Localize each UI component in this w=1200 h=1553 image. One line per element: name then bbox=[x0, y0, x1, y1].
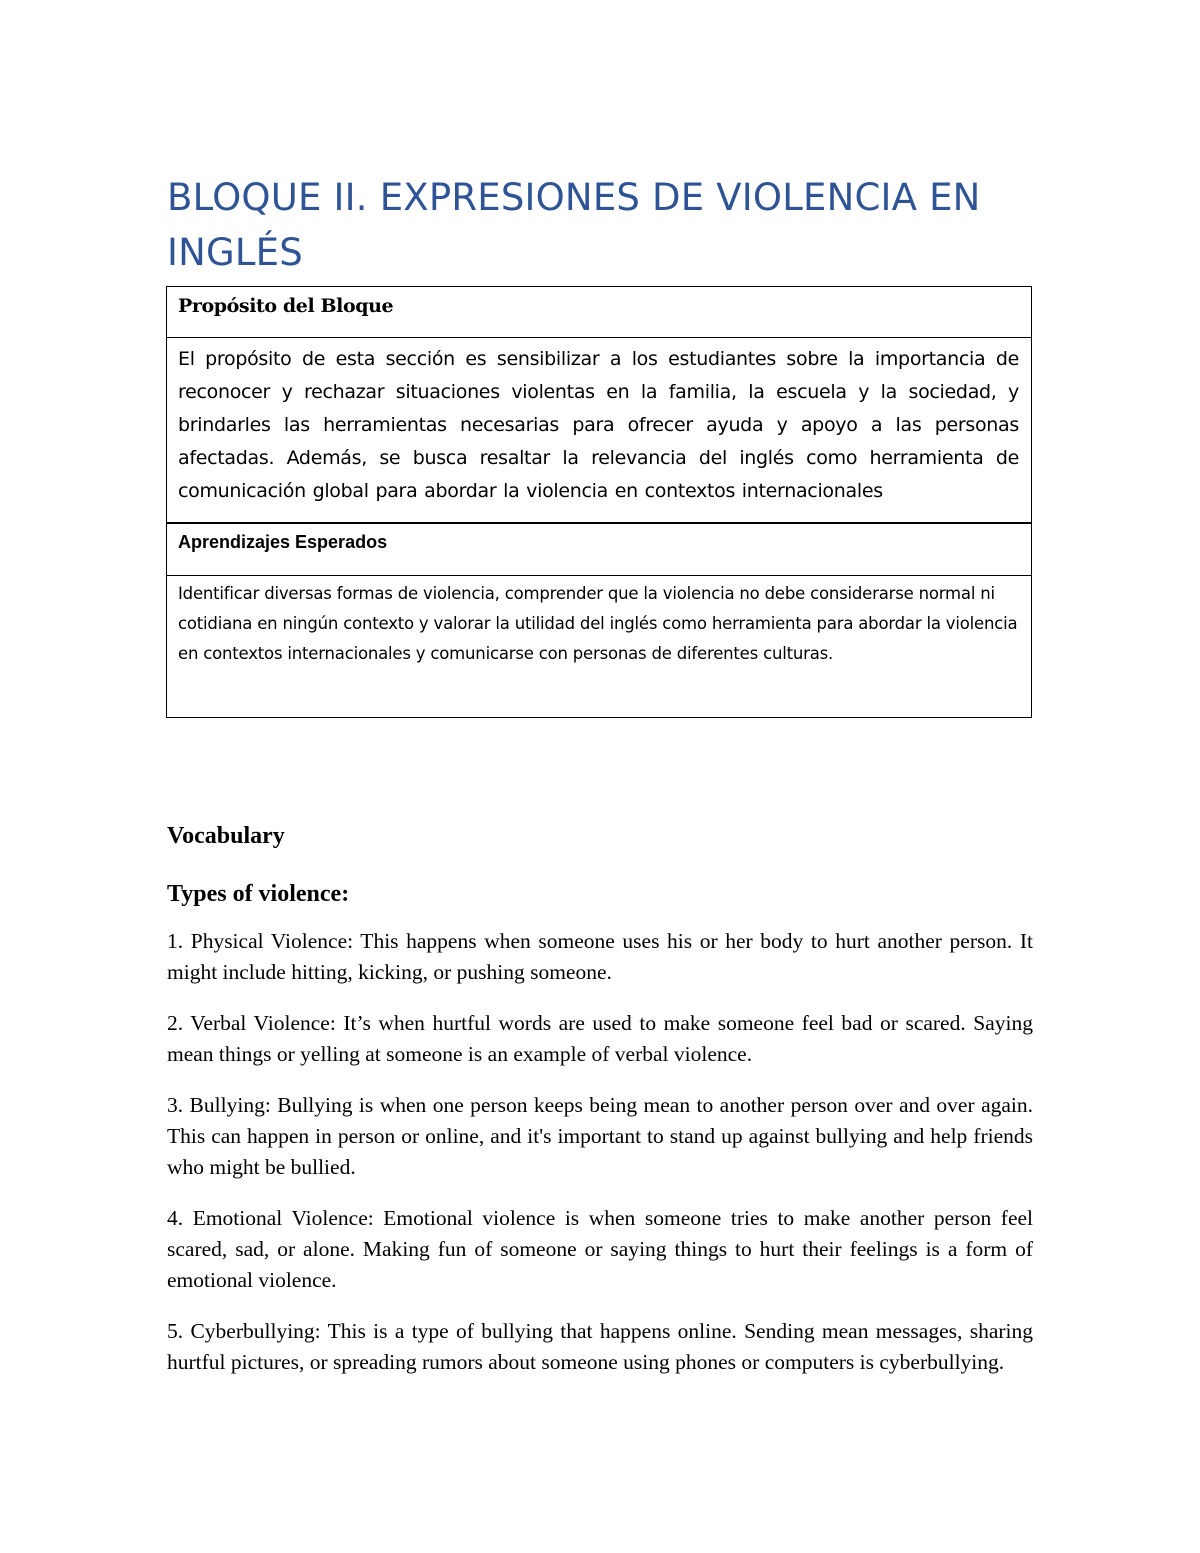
vocabulary-heading: Vocabulary bbox=[167, 823, 285, 849]
purpose-body-cell bbox=[166, 337, 1032, 524]
purpose-heading: Propósito del Bloque bbox=[178, 295, 394, 317]
vocabulary-item-physical: 1. Physical Violence: This happens when someone uses his or her body to hurt another person. It might include hitting, kicking, or pushing someone. bbox=[167, 929, 1033, 984]
learning-text: Identificar diversas formas de violencia, comprender que la violencia no debe considerarse normal ni cotidiana en ningún contexto y valorar la utilidad del inglés como herramienta para abordar la violencia en contextos internacionales y comunicarse con personas de diferentes culturas. bbox=[178, 584, 1018, 663]
learning-heading: Aprendizajes Esperados bbox=[178, 532, 388, 552]
vocabulary-item-verbal: 2. Verbal Violence: It’s when hurtful words are used to make someone feel bad or scared. Saying mean things or yelling at someone is an example of verbal violence. bbox=[167, 1011, 1033, 1066]
vocabulary-section bbox=[167, 818, 1033, 1398]
vocabulary-item-bullying: 3. Bullying: Bullying is when one person keeps being mean to another person over and over again. This can happen in person or online, and it's important to stand up against bullying and help friends who might be bullied. bbox=[167, 1093, 1033, 1179]
learning-heading-cell bbox=[166, 522, 1032, 576]
page-title: BLOQUE II. EXPRESIONES DE VIOLENCIA EN INGLÉS bbox=[167, 176, 981, 274]
purpose-text: El propósito de esta sección es sensibilizar a los estudiantes sobre la importancia de reconocer y rechazar situaciones violentas en la familia, la escuela y la sociedad, y brindarles las herramientas necesarias para ofrecer ayuda y apoyo a las personas afectadas. Además, se busca resaltar la relevancia del inglés como herramienta de comunicación global para abordar la violencia en contextos internacionales bbox=[178, 348, 1019, 502]
purpose-heading-cell bbox=[166, 286, 1032, 338]
vocabulary-item-emotional: 4. Emotional Violence: Emotional violence is when someone tries to make another person feel scared, sad, or alone. Making fun of someone or saying things to hurt their feelings is a form of emotional violence. bbox=[167, 1206, 1033, 1292]
vocabulary-item-cyberbullying: 5. Cyberbullying: This is a type of bullying that happens online. Sending mean messages, sharing hurtful pictures, or spreading rumors about someone using phones or computers is cyberbullying. bbox=[167, 1319, 1033, 1374]
learning-body-cell bbox=[166, 575, 1032, 718]
types-of-violence-heading: Types of violence: bbox=[167, 881, 350, 907]
